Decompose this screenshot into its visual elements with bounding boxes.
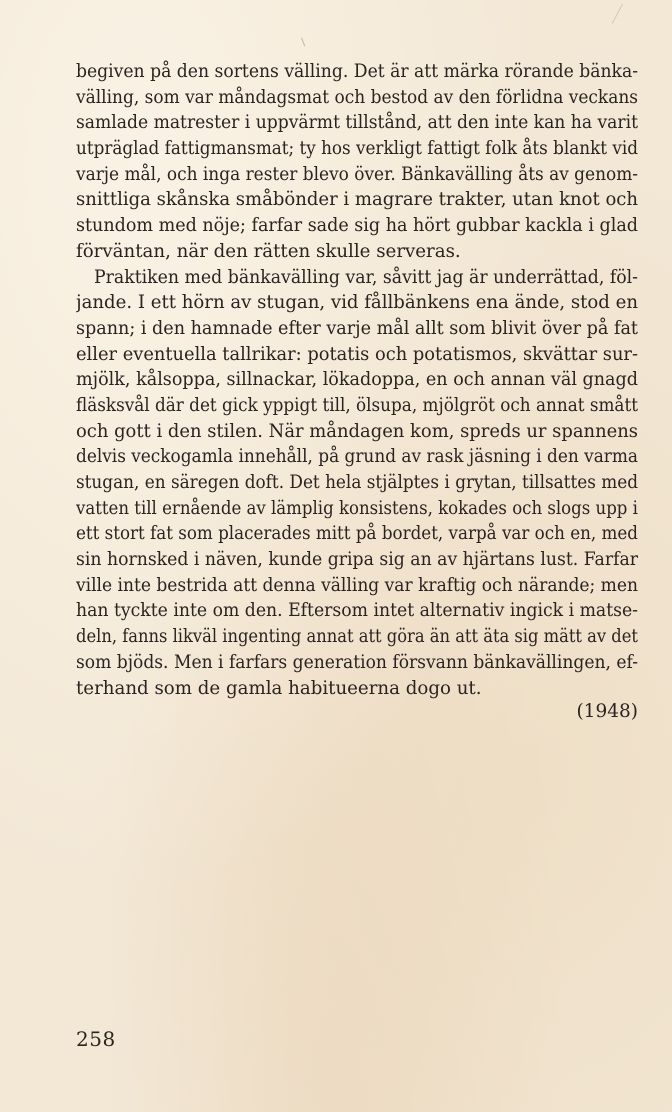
text-line: delvis veckogamla innehåll, på grund av rask jäsning i den varma [76,446,638,468]
text-line: stundom med nöje; farfar sade sig ha hört gubbar kackla i glad [76,215,638,237]
text-line: deln, fanns likväl ingenting annat att göra än att äta sig mätt av det [76,626,638,648]
text-line: som bjöds. Men i farfars generation försvann bänkavällingen, ef- [76,651,638,673]
text-line: snittliga skånska småbönder i magrare trakter, utan knot och [76,189,638,211]
text-line: fläsksvål där det gick yppigt till, ölsupa, mjölgröt och annat smått [76,394,638,416]
text-line: stugan, en säregen doft. Det hela stjälptes i grytan, tillsattes med [76,472,638,493]
text-line: ville inte bestrida att denna välling var kraftig och närande; men [76,574,638,596]
paper-speck [612,4,623,24]
text-line: eller eventuella tallrikar: potatis och potatismos, skvättar sur- [76,343,638,365]
text-line: vatten till ernående av lämplig konsistens, kokades och slogs upp i [76,497,638,519]
text-line: spann; i den hamnade efter varje mål allt som blivit över på fat [76,317,638,339]
text-line: utpräglad fattigmansmat; ty hos verkligt fattigt folk åts blankt vid [76,138,638,160]
paragraph-1 [76,59,638,265]
text-line: varje mål, och inga rester blevo över. Bänkavälling åts av genom- [76,163,638,185]
text-line: sin hornsked i näven, kunde gripa sig an av hjärtans lust. Farfar [76,549,638,571]
text-line: Praktiken med bänkavälling var, såvitt jag är underrättad, föl- [94,266,638,288]
page-number: 258 [76,1027,116,1051]
publication-year: (1948) [576,701,638,722]
body-text [76,59,638,701]
text-line: ett stort fat som placerades mitt på bordet, varpå var och en, med [76,523,638,545]
text-line: och gott i den stilen. När måndagen kom, spreds ur spannens [76,420,638,442]
text-line: mjölk, kålsoppa, sillnackar, lökadoppa, en och annan väl gnagd [76,369,638,391]
text-line: begiven på den sortens välling. Det är att märka rörande bänka- [76,61,638,82]
paragraph-2 [76,265,638,702]
text-line: välling, som var måndagsmat och bestod av den förlidna veckans [76,86,638,108]
paper-speck [301,38,305,47]
text-line: förväntan, när den rätten skulle serveras. [76,240,461,262]
text-line: han tyckte inte om den. Eftersom intet alternativ ingick i matse- [76,600,638,622]
text-line: samlade matrester i uppvärmt tillstånd, att den inte kan ha varit [76,112,638,134]
text-line: jande. I ett hörn av stugan, vid fållbänkens ena ände, stod en [76,292,638,314]
text-line: terhand som de gamla habitueerna dogo ut. [76,677,482,699]
